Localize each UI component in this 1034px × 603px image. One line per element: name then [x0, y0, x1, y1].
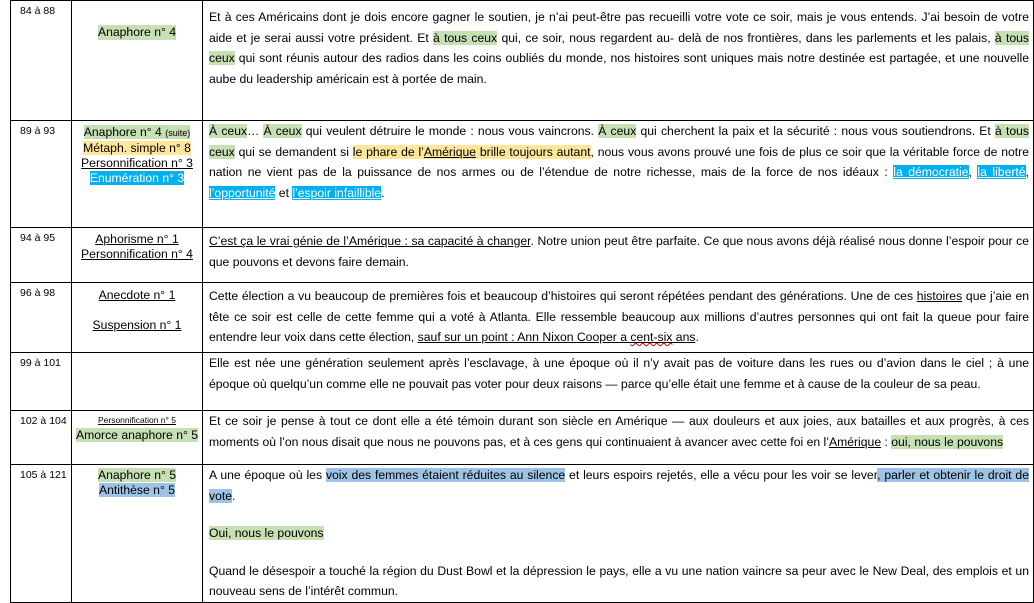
- analysis-table: [10, 0, 1034, 603]
- highlight-suspension: sauf sur un point : Ann Nixon Cooper a cent-six ans: [417, 330, 696, 344]
- highlight-metaphore: le phare de l’Amérique brille toujours autant: [352, 144, 591, 159]
- line-range: 105 à 121: [11, 465, 72, 603]
- highlight-enumeration: l’espoir infaillible: [292, 185, 382, 200]
- label-amorce-anaphore: Amorce anaphore n° 5: [75, 428, 199, 442]
- label-enumeration: Enumération n° 3: [89, 171, 185, 185]
- figure-labels: [72, 228, 203, 283]
- table-row: [11, 465, 1034, 603]
- speech-text: Elle est née une génération seulement après l’esclavage, à une époque où il n’y avait pas de voiture dans les rues ou d’avion dans le ciel ; à une époque où quelqu’un comme elle ne pouvait pas voter pour deux raisons — parce qu’elle était une femme et à cause de la couleur de sa peau.: [203, 353, 1034, 411]
- line-range: 84 à 88: [11, 1, 72, 121]
- speech-text: Cette élection a vu beaucoup de premières fois et beaucoup d’histoires qui seront répétées pendant des générations. Une de ces histoires que j’aie en tête ce soir est celle de cette femme qui a voté à Atlanta. Elle ressemble beaucoup aux millions d’autres personnes qui ont fait la queue pour faire entendre leur voix dans cette élection, sauf sur un point : Ann Nixon Cooper a cent-six ans.: [203, 283, 1034, 353]
- label-anecdote: Anecdote n° 1: [98, 288, 176, 302]
- table-row: [11, 411, 1034, 465]
- figure-labels: [72, 1, 203, 121]
- speech-text: Et à ces Américains dont je dois encore gagner le soutien, je n’ai peut-être pas recueilli votre vote ce soir, mais je vous entends. J’ai besoin de votre aide et je serai aussi votre président. Et à tous ceux qui, ce soir, nous regardent au- delà de nos frontières, dans les parlements et les palais, à tous ceux qui sont réunis autour des radios dans les coins oubliés du monde, nos histoires sont uniques mais notre destinée est partagée, et une nouvelle aube du leadership américain est à portée de main.: [203, 1, 1034, 121]
- line-range: 99 à 101: [11, 353, 72, 411]
- table-row: [11, 1, 1034, 121]
- highlight-anaphore: Oui, nous le pouvons: [209, 526, 324, 540]
- figure-labels: [72, 353, 203, 411]
- line-range: 96 à 98: [11, 283, 72, 353]
- highlight-enumeration: l’opportunité: [209, 185, 276, 200]
- highlight-antithese: , parler et obtenir le droit de vote: [209, 468, 1029, 503]
- line-range: 94 à 95: [11, 228, 72, 283]
- label-anaphore: Anaphore n° 5: [97, 468, 177, 482]
- highlight-anaphore: à tous ceux: [433, 30, 498, 45]
- table-row: [11, 228, 1034, 283]
- figure-labels: [72, 121, 203, 228]
- label-personnification: Personnification n° 5: [97, 415, 177, 425]
- highlight-antithese: voix des femmes étaient réduites au silence: [325, 468, 566, 482]
- speech-text: À ceux… À ceux qui veulent détruire le monde : nous vous vaincrons. À ceux qui cherchent la paix et la sécurité : nous vous soutiendrons. Et à tous ceux qui se demandent si le phare de l’Amérique brille toujours autant, nous vous avons prouvé une fois de plus ce soir que la véritable force de notre nation ne vient pas de la puissance de nos armes ou de l’étendue de notre richesse, mais de la force de nos idéaux : la démocratie, la liberté, l’opportunité et l’espoir infaillible.: [203, 121, 1034, 228]
- label-personnification: Personnification n° 3: [81, 156, 193, 170]
- label-aphorisme: Aphorisme n° 1: [95, 232, 179, 246]
- speech-text: A une époque où les voix des femmes étaient réduites au silence et leurs espoirs rejetés, elle a vécu pour les voir se lever, parler et obtenir le droit de vote. Oui, nous le pouvons Quand le désespoir a touché la région du Dust Bowl et la dépression le pays, elle a vu une nation vaincre sa peur avec le New Deal, des emplois et un nouveau sens de l’intérêt commun.: [203, 465, 1034, 603]
- figure-labels: [72, 465, 203, 603]
- line-range: 102 à 104: [11, 411, 72, 465]
- table-row: [11, 283, 1034, 353]
- highlight-aphorisme: C’est ça le vrai génie de l’Amérique : sa capacité à changer: [209, 234, 531, 248]
- label-antithese: Antithèse n° 5: [98, 483, 176, 497]
- label-personnification: Personnification n° 4: [81, 247, 193, 261]
- highlight-anaphore: oui, nous le pouvons: [891, 434, 1004, 449]
- label-anaphore: Anaphore n° 4 (suite): [83, 125, 191, 139]
- figure-labels: [72, 283, 203, 353]
- table-row: [11, 353, 1034, 411]
- speech-text: C’est ça le vrai génie de l’Amérique : sa capacité à changer. Notre union peut être parfaite. Ce que nous avons déjà réalisé nous donne l’espoir pour ce que pouvons et devons faire demain.: [203, 228, 1034, 283]
- label-suspension: Suspension n° 1: [92, 318, 182, 332]
- highlight-anaphore: à tous ceux: [209, 30, 1029, 65]
- figure-labels: [72, 411, 203, 465]
- speech-text: Et ce soir je pense à tout ce dont elle a été témoin durant son siècle en Amérique — aux douleurs et aux joies, aux batailles et aux progrès, à ces moments où l’on nous disait que nous ne pouvons pas, et à ces gens qui continuaient à avancer avec cette foi en l’Amérique : oui, nous le pouvons: [203, 411, 1034, 465]
- highlight-enumeration: la liberté: [977, 165, 1026, 179]
- table-row: [11, 121, 1034, 228]
- highlight-enumeration: la démocratie: [893, 165, 969, 179]
- label-anaphore: Anaphore n° 4: [97, 25, 177, 39]
- label-metaphore: Métaph. simple n° 8: [83, 141, 191, 155]
- line-range: 89 à 93: [11, 121, 72, 228]
